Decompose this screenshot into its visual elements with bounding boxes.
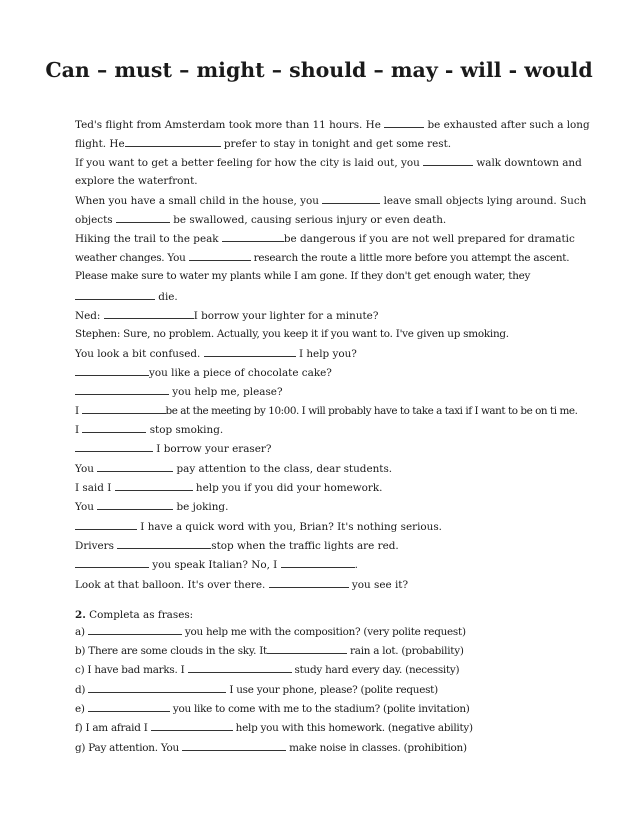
answer-blank[interactable] (104, 309, 194, 319)
answer-blank[interactable] (125, 137, 221, 147)
exercise-line (75, 290, 563, 304)
line-text: I said I (75, 482, 115, 494)
line-text: pay attention to the class, dear students. (173, 463, 393, 475)
exercise-item (75, 741, 563, 755)
line-text: I use your phone, please? (polite request) (226, 684, 438, 696)
answer-blank[interactable] (75, 558, 149, 568)
line-text: research the route a little more before you attempt the ascent. (250, 252, 570, 264)
line-text: If you want to get a better feeling for how the city is laid out, you (75, 157, 424, 169)
line-text: Hiking the trail to the peak (75, 233, 222, 245)
page-title: Can – must – might – should – may - will - would (45, 58, 593, 82)
line-text: rain a lot. (probability) (346, 645, 464, 657)
exercise-item (75, 644, 563, 658)
answer-blank[interactable] (88, 702, 170, 712)
answer-blank[interactable] (97, 500, 173, 510)
line-text: I (75, 424, 83, 436)
answer-blank[interactable] (189, 251, 251, 261)
line-text: weather changes. You (75, 252, 189, 264)
line-text: you see it? (348, 579, 409, 591)
line-text: leave small objects lying around. Such (380, 195, 587, 207)
answer-blank[interactable] (188, 663, 292, 673)
answer-blank[interactable] (97, 462, 173, 472)
answer-blank[interactable] (267, 644, 347, 654)
exercise-line (75, 500, 563, 514)
line-text: you speak Italian? No, I (149, 559, 281, 571)
line-text: make noise in classes. (prohibition) (286, 742, 467, 754)
exercise-line (75, 118, 590, 132)
answer-blank[interactable] (75, 442, 153, 452)
line-text: flight. He (75, 138, 125, 150)
answer-blank[interactable] (75, 290, 155, 300)
line-text: explore the waterfront. (75, 175, 198, 187)
exercise-line (75, 194, 587, 208)
answer-blank[interactable] (322, 194, 380, 204)
line-text: prefer to stay in tonight and get some rest. (220, 138, 452, 150)
answer-blank[interactable] (75, 520, 137, 530)
line-text: be exhausted after such a long (424, 119, 590, 131)
line-text: I borrow your eraser? (153, 443, 272, 455)
exercise-item (75, 721, 563, 735)
exercise-line (75, 251, 570, 265)
line-text: d) (75, 684, 89, 696)
line-text: When you have a small child in the house, you (75, 195, 323, 207)
answer-blank[interactable] (384, 118, 424, 128)
exercise-line (75, 213, 563, 227)
exercise-line (75, 442, 563, 456)
line-text: you help me with the composition? (very polite request) (181, 626, 466, 638)
answer-blank[interactable] (115, 481, 193, 491)
line-text: die. (155, 291, 178, 303)
exercise-item (75, 702, 563, 716)
exercise-line (75, 366, 563, 380)
exercise-line (75, 328, 563, 341)
answer-blank[interactable] (222, 232, 284, 242)
section-heading: Completa as frases: (85, 609, 194, 621)
line-text: I have a quick word with you, Brian? It's nothing serious. (137, 521, 442, 533)
line-text: e) (75, 703, 88, 715)
line-text: c) I have bad marks. I (75, 664, 188, 676)
answer-blank[interactable] (182, 741, 286, 751)
line-text: a) (75, 626, 88, 638)
exercise-line (75, 347, 563, 361)
answer-blank[interactable] (75, 366, 149, 376)
exercise-line (75, 462, 563, 476)
line-text: objects (75, 214, 116, 226)
answer-blank[interactable] (117, 539, 211, 549)
line-text: You (75, 501, 98, 513)
line-text: Drivers (75, 540, 118, 552)
answer-blank[interactable] (281, 558, 355, 568)
answer-blank[interactable] (82, 423, 146, 433)
exercise-line (75, 156, 582, 170)
line-text: stop when the traffic lights are red. (211, 540, 399, 552)
exercise-line (75, 385, 563, 399)
line-text: be joking. (173, 501, 229, 513)
line-text: I borrow your lighter for a minute? (193, 310, 379, 322)
exercise-line (75, 137, 563, 151)
answer-blank[interactable] (204, 347, 296, 357)
line-text: stop smoking. (146, 424, 224, 436)
exercise-line (75, 175, 563, 188)
line-text: Ted's flight from Amsterdam took more than 11 hours. He (75, 119, 385, 131)
line-text: you like a piece of chocolate cake? (149, 367, 332, 379)
line-text: be dangerous if you are not well prepared for dramatic (283, 233, 575, 245)
line-text: you help me, please? (169, 386, 283, 398)
answer-blank[interactable] (151, 721, 233, 731)
exercise-line (75, 270, 563, 283)
exercise-line (75, 404, 578, 418)
line-text: You look a bit confused. (75, 348, 204, 360)
line-text: I help you? (295, 348, 357, 360)
line-text: walk downtown and (473, 157, 582, 169)
exercise-line (75, 558, 563, 572)
line-text: help you if you did your homework. (192, 482, 383, 494)
section-number: 2. (75, 609, 86, 621)
exercise-line (75, 309, 563, 323)
line-text: help you with this homework. (negative ability) (232, 722, 473, 734)
answer-blank[interactable] (82, 404, 166, 414)
line-text: Please make sure to water my plants while I am gone. If they don't get enough water, they (75, 270, 531, 282)
line-text: study hard every day. (necessity) (291, 664, 460, 676)
line-text: Stephen: Sure, no problem. Actually, you keep it if you want to. I've given up smoking. (75, 328, 509, 340)
answer-blank[interactable] (423, 156, 473, 166)
exercise-line (75, 539, 563, 553)
answer-blank[interactable] (88, 625, 182, 635)
answer-blank[interactable] (88, 683, 226, 693)
line-text: f) I am afraid I (75, 722, 151, 734)
line-text: Ned: (75, 310, 104, 322)
exercise-line (75, 520, 563, 534)
exercise-line (75, 578, 563, 592)
answer-blank[interactable] (116, 213, 170, 223)
exercise-line (75, 423, 563, 437)
exercise-line (75, 481, 563, 495)
exercise-line (75, 232, 575, 246)
exercise-item (75, 625, 563, 639)
line-text: be at the meeting by 10:00. I will probably have to take a taxi if I want to be on ti me. (165, 405, 578, 417)
answer-blank[interactable] (75, 385, 169, 395)
section-2-heading (75, 609, 563, 622)
line-text: I (75, 405, 82, 417)
line-text: be swallowed, causing serious injury or even death. (169, 214, 447, 226)
line-text: b) There are some clouds in the sky. It (75, 645, 267, 657)
answer-blank[interactable] (269, 578, 349, 588)
line-text: you like to come with me to the stadium? (polite invitation) (169, 703, 470, 715)
line-text: Look at that balloon. It's over there. (75, 579, 269, 591)
exercise-item (75, 683, 563, 697)
line-text: . (354, 559, 358, 571)
line-text: g) Pay attention. You (75, 742, 183, 754)
line-text: You (75, 463, 98, 475)
exercise-item (75, 663, 563, 677)
